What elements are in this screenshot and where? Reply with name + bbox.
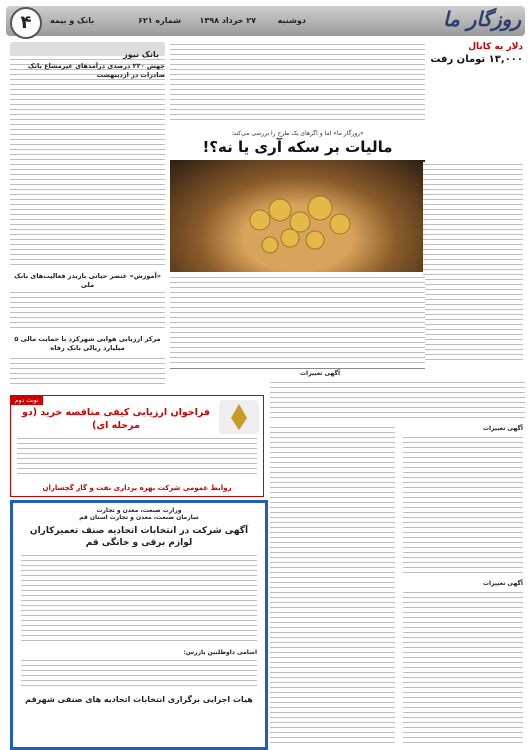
notice-1-text — [270, 380, 525, 420]
story-body — [170, 275, 425, 363]
election-title: آگهی شرکت در انتخابات اتحادیه صنف تعمیرکاران لوازم برقی و خانگی قم — [29, 526, 249, 548]
bank-news-title-2: «آموزش» عنصر حیاتی بازیدر فعالیت‌های بانک ملی — [14, 272, 161, 289]
bank-news-body-3 — [10, 356, 165, 388]
dollar-story-text — [170, 42, 425, 124]
election-text — [21, 553, 257, 645]
coins-photo — [170, 160, 425, 272]
tender-text — [17, 436, 257, 476]
bank-news-title-1: جهش ۲۲۰ درصدی درآمدهای غیرمشاع بانک صادرات در اردیبهشت — [27, 62, 165, 79]
newspaper-logo: روزگار ما — [442, 7, 521, 31]
election-candidates — [21, 658, 257, 688]
notice-2-text — [403, 435, 523, 575]
tender-ad — [10, 395, 264, 497]
election-footer: هیات اجرایی برگزاری انتخابات اتحادیه های صنفی شهرقم — [25, 695, 253, 704]
tender-badge: نوبت دوم — [11, 396, 43, 405]
election-ad — [10, 500, 268, 750]
bank-news-body-1 — [10, 82, 165, 267]
tender-footer: روابط عمومی شرکت بهره برداری نفت و گاز گچساران — [42, 484, 232, 492]
nioc-logo — [219, 400, 259, 434]
bank-news-label: بانک نیوز — [123, 50, 159, 59]
notice-1-title: آگهی تغییرات — [300, 370, 341, 377]
header-date: ۲۷ خرداد ۱۳۹۸ — [199, 16, 256, 25]
story-headline: مالیات بر سکه آری یا نه؟! — [202, 138, 393, 156]
story-kicker: «روزگار ما» اما و اگرهای یک طرح را بررسی می‌کند: — [231, 130, 364, 137]
bank-news-body-2 — [10, 290, 165, 330]
bank-news-label-bar — [10, 42, 165, 59]
election-candidates-label: اسامی داوطلبین بازرس: — [183, 649, 257, 656]
dollar-value: ۱۳,۰۰۰ تومان رفت — [430, 54, 523, 65]
notice-3-title: آگهی تغییرات — [482, 580, 523, 587]
header-issue: شماره ۶۲۱ — [137, 16, 181, 25]
notice-2-title: آگهی تغییرات — [482, 425, 523, 432]
header-section: بانک و بیمه — [50, 16, 95, 25]
dollar-title: دلار به کانال — [468, 42, 523, 52]
bank-news-title-3: مرکز ارزیابی هوایی شهرکرد با حمایت مالی ۵ میلیارد ریالی بانک رفاه — [14, 335, 161, 352]
divider — [170, 368, 425, 369]
tender-title: فراخوان ارزیابی کیفی مناقصه خرید (دو مرحله ای) — [21, 407, 211, 431]
notice-3-text — [403, 590, 523, 745]
election-org: سازمان صنعت، معدن و تجارت استان قم — [79, 514, 199, 521]
story-column-right — [423, 162, 523, 360]
election-ministry: وزارت صنعت، معدن و تجارت — [96, 507, 182, 514]
page-number: ۴ — [10, 7, 42, 39]
header-day: دوشنبه — [277, 16, 306, 25]
notice-column-mid — [270, 425, 395, 745]
